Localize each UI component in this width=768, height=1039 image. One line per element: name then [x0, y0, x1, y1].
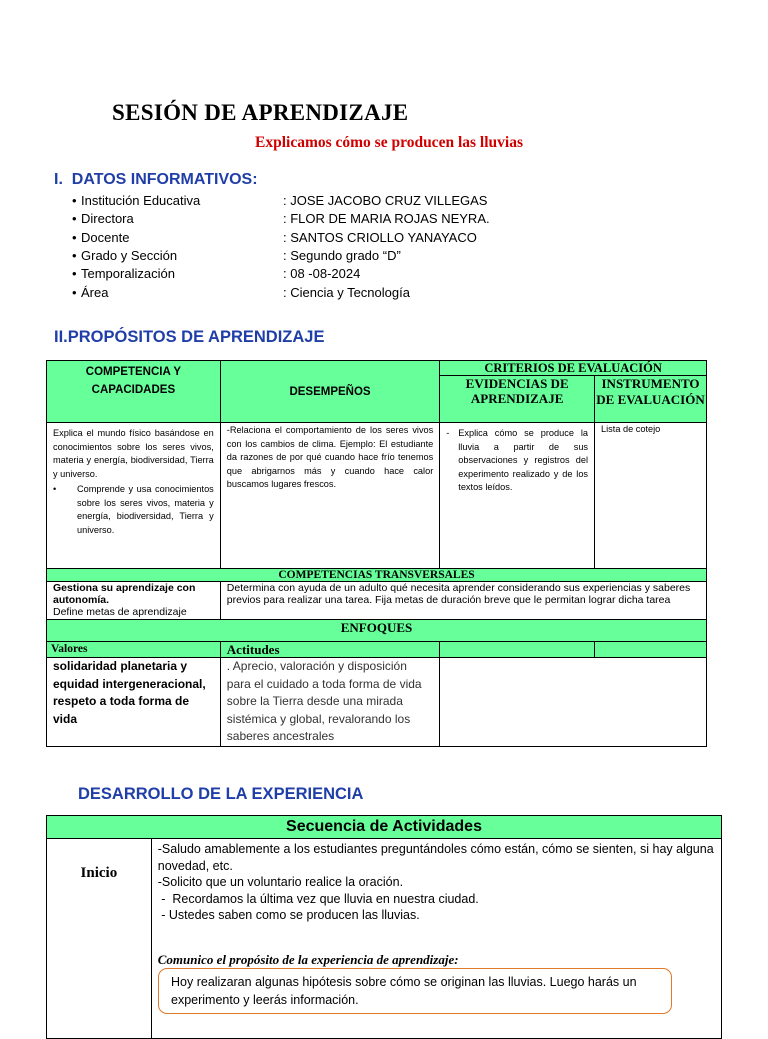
- info-row-directora: [72, 211, 134, 226]
- competencia-text: Explica el mundo físico basándose en conocimientos sobre los seres vivos, materia y energía, biodiversidad, Tierra y universo.: [53, 428, 214, 479]
- desempeno-cell: [220, 423, 439, 569]
- header-evidencias: EVIDENCIAS DE APRENDIZAJE: [440, 376, 595, 423]
- capacidad-item: [53, 483, 214, 537]
- instrumento-cell: [595, 423, 707, 569]
- bullet-icon: •: [72, 211, 77, 226]
- inicio-line: - Recordamos la última vez que lluvia en nuestra ciudad.: [157, 891, 479, 906]
- bullet-icon: •: [53, 484, 57, 494]
- header-instrumento: INSTRUMENTO DE EVALUACIÓN: [595, 376, 707, 423]
- transversal-cap: Define metas de aprendizaje: [53, 606, 187, 618]
- empty-header-cell: [595, 642, 707, 658]
- section-title: PROPÓSITOS DE APRENDIZAJE: [67, 328, 325, 346]
- actitudes-text: . Aprecio, valoración y disposición para el cuidado a toda forma de vida sobre la Tierra desde una mirada sistémica y global, revalorando los saberes ancestrales: [226, 659, 422, 743]
- info-label: Directora: [81, 211, 134, 226]
- evidencia-item: [446, 427, 588, 495]
- info-value: : 08 -08-2024: [283, 266, 361, 281]
- competencia-cell: [47, 423, 221, 569]
- comunico-heading: Comunico el propósito de la experiencia de aprendizaje:: [157, 951, 459, 967]
- info-value: : FLOR DE MARIA ROJAS NEYRA.: [283, 211, 490, 226]
- secuencia-title: Secuencia de Actividades: [47, 816, 722, 839]
- valores-label: Valores: [47, 642, 221, 658]
- capacidad-text: Comprende y usa conocimientos sobre los seres vivos, materia y energía, biodiversidad, Tierra y universo.: [77, 484, 214, 535]
- bullet-icon: •: [72, 266, 77, 281]
- actitudes-cell: [220, 658, 439, 747]
- inicio-line: - Ustedes saben como se producen las lluvias.: [157, 908, 420, 922]
- info-row-temporalizacion: [72, 266, 175, 281]
- info-value: : SANTOS CRIOLLO YANAYACO: [283, 230, 477, 245]
- section-datos-heading: [54, 171, 258, 189]
- info-value: : Segundo grado “D”: [283, 248, 401, 263]
- info-label: Grado y Sección: [81, 248, 178, 263]
- info-label: Temporalización: [81, 266, 175, 281]
- actitudes-label: Actitudes: [220, 642, 439, 658]
- propositos-table: [46, 360, 707, 747]
- section-propositos-heading: [54, 328, 324, 347]
- bullet-icon: •: [72, 230, 77, 245]
- header-desempenos: DESEMPEÑOS: [220, 361, 439, 423]
- desempeno-text: -Relaciona el comportamiento de los seres vivos con los cambios de clima. Ejemplo: El estudiante da razones de por qué cuando hace frío tenemos que abrigarnos más y cuando hace calor buscamos lugares frescos.: [226, 425, 434, 489]
- valores-cell: [47, 658, 221, 747]
- info-row-docente: [72, 230, 129, 245]
- transversal-desc: Determina con ayuda de un adulto qué necesita aprender considerando sus experiencias y saberes previos para realizar una tarea. Fija metas de duración breve que le permitan lograr dicha tarea: [226, 582, 691, 606]
- info-value: : JOSE JACOBO CRUZ VILLEGAS: [283, 193, 488, 208]
- info-label: Institución Educativa: [81, 193, 201, 208]
- info-row-grado: [72, 248, 177, 263]
- bullet-icon: •: [72, 285, 77, 300]
- section-number: II.: [54, 328, 68, 346]
- evidencia-text: Explica cómo se produce la lluvia a partir de sus observaciones y registros del experimento realizado y de los textos leídos.: [458, 428, 589, 492]
- info-row-area: [72, 285, 108, 300]
- page-title: SESIÓN DE APRENDIZAJE: [112, 100, 409, 125]
- valores-text: solidaridad planetaria y equidad intergeneracional, respeto a toda forma de vida: [53, 659, 206, 726]
- transversales-title: COMPETENCIAS TRANSVERSALES: [47, 569, 707, 582]
- inicio-line: -Saludo amablemente a los estudiantes preguntándoles cómo están, cómo se sienten, si hay alguna novedad, etc.: [157, 842, 714, 873]
- info-row-institucion: [72, 193, 200, 208]
- header-criterios: CRITERIOS DE EVALUACIÓN: [440, 361, 707, 376]
- enfoques-title: ENFOQUES: [47, 620, 707, 642]
- transversal-name-cell: [47, 582, 221, 620]
- info-label: Área: [81, 285, 109, 300]
- instrumento-text: Lista de cotejo: [601, 424, 661, 434]
- dash-icon: -: [446, 428, 450, 438]
- proposito-callout: Hoy realizaran algunas hipótesis sobre cómo se originan las lluvias. Luego harás un experimento y leerás información.: [158, 968, 672, 1014]
- section-title: DATOS INFORMATIVOS:: [71, 171, 258, 188]
- header-competencia: COMPETENCIA Y CAPACIDADES: [47, 361, 221, 423]
- section-number: I.: [54, 171, 63, 188]
- page-subtitle: Explicamos cómo se producen las lluvias: [255, 134, 523, 151]
- info-value: : Ciencia y Tecnología: [283, 285, 410, 300]
- empty-cell: [440, 658, 707, 747]
- transversal-name: Gestiona su aprendizaje con autonomía.: [53, 582, 196, 606]
- evidencia-cell: [440, 423, 595, 569]
- bullet-icon: •: [72, 248, 77, 263]
- info-label: Docente: [81, 230, 130, 245]
- transversal-desc-cell: [220, 582, 706, 620]
- bullet-icon: •: [72, 193, 77, 208]
- inicio-line: -Solicito que un voluntario realice la oración.: [157, 875, 404, 889]
- inicio-label: Inicio: [47, 839, 152, 1039]
- section-desarrollo-heading: DESARROLLO DE LA EXPERIENCIA: [78, 785, 364, 803]
- empty-header-cell: [440, 642, 595, 658]
